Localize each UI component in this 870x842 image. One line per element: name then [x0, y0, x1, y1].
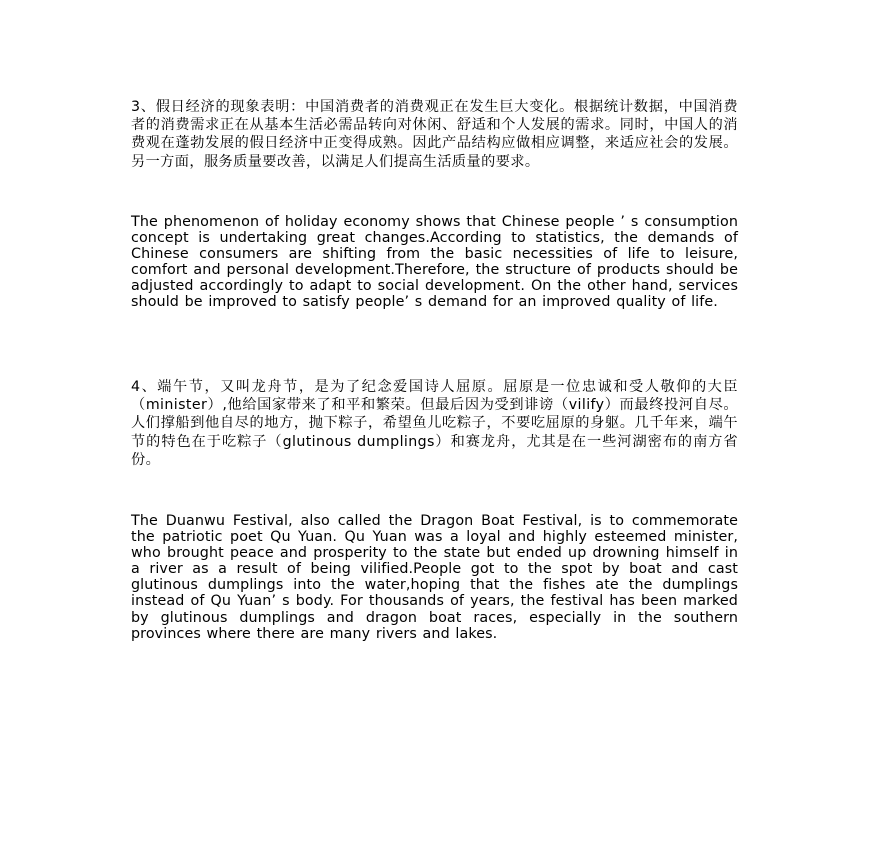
paragraph-3-chinese: 3、假日经济的现象表明：中国消费者的消费观正在发生巨大变化。根据统计数据，中国消费者的消费需求正在从基本生活必需品转向对休闲、舒适和个人发展的需求。同时，中国人的消费观在蓬勃发展的假日经济中正变得成熟。因此产品结构应做相应调整，来适应社会的发展。另一方面，服务质量要改善，以满足人们提高生活质量的要求。: [131, 99, 738, 170]
paragraph-4-english: The Duanwu Festival, also called the Dragon Boat Festival, is to commemorate the patriotic poet Qu Yuan. Qu Yuan was a loyal and highly esteemed minister, who brought peace and prosperity to the state but ended up drowning himself in a river as a result of being vilified.People got to the spot by boat and cast glutinous dumplings into the water,hoping that the fishes ate the dumplings instead of Qu Yuan’ s body. For thousands of years, the festival has been marked by glutinous dumplings and dragon boat races, especially in the southern provinces where there are many rivers and lakes.: [131, 513, 738, 642]
paragraph-4-chinese: 4、端午节，又叫龙舟节，是为了纪念爱国诗人屈原。屈原是一位忠诚和受人敬仰的大臣（minister）,他给国家带来了和平和繁荣。但最后因为受到诽谤（vilify）而最终投河自尽。人们撑船到他自尽的地方，抛下粽子，希望鱼儿吃粽子，不要吃屈原的身躯。几千年来，端午节的特色在于吃粽子（glutinous dumplings）和赛龙舟，尤其是在一些河湖密布的南方省份。: [131, 379, 738, 468]
paragraph-3-english: The phenomenon of holiday economy shows that Chinese people ’ s consumption concept is undertaking great changes.According to statistics, the demands of Chinese consumers are shifting from the basic necessities of life to leisure, comfort and personal development.Therefore, the structure of products should be adjusted accordingly to adapt to social development. On the other hand, services should be improved to satisfy people’ s demand for an improved quality of life.: [131, 214, 738, 311]
